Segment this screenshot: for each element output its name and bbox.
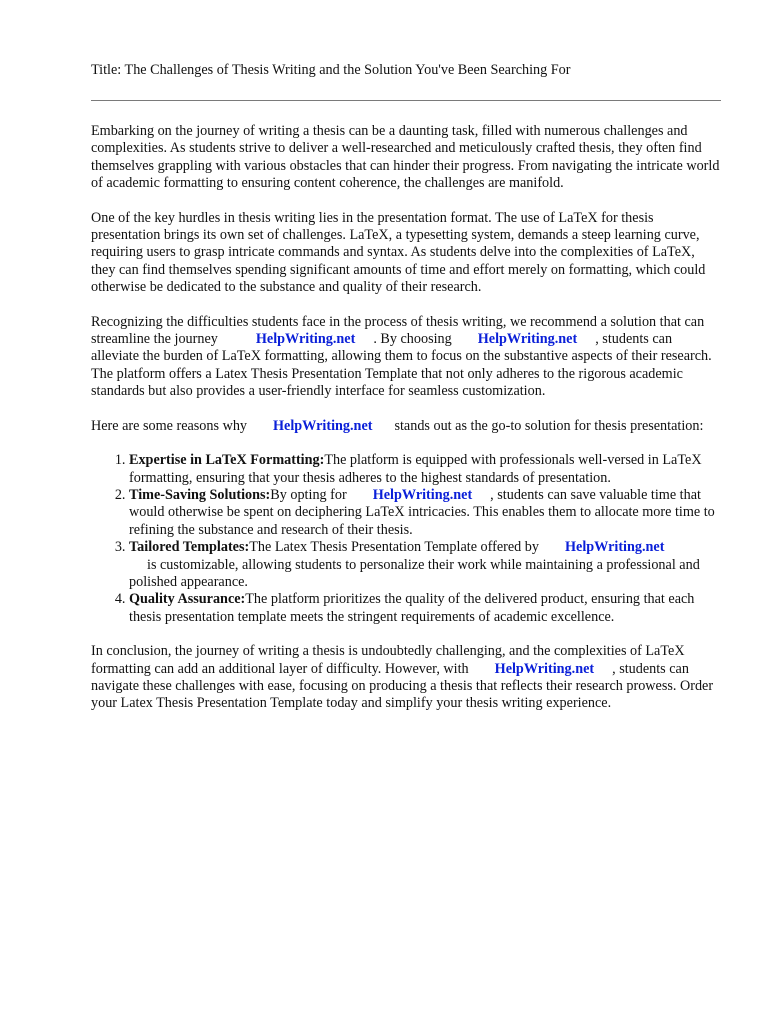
intro-paragraph: Embarking on the journey of writing a thesis can be a daunting task, filled with numerous challenges and complexities. As students strive to deliver a well-researched and meticulously crafted thesis, they often find themselves grappling with various obstacles that can hinder their progress. From navigating the intricate world of academic formatting to ensuring content coherence, the challenges are manifold. [91,123,720,192]
list-item-text: The platform is equipped with professionals well-versed in LaTeX formatting, ensuring that your thesis adheres to the highest standards of presentation. [129,452,702,486]
recommendation-text-c: , students can alleviate the burden of LaTeX formatting, allowing them to focus on the substantive aspects of their research. The platform offers a Latex Thesis Presentation Template that not only adheres to the rigorous academic standards but also provides a user-friendly interface for seamless customization. [91,331,712,400]
list-item-term: Time-Saving Solutions: [129,486,271,503]
reasons-text-a: Here are some reasons why [91,417,248,434]
conclusion-paragraph [91,643,721,713]
helpwriting-link[interactable]: HelpWriting.net [372,486,473,503]
list-item [129,452,721,487]
conclusion-text-b: , students can navigate these challenges with ease, focusing on producing a thesis that reflects their research prowess. Order your Latex Thesis Presentation Template today and simplify your thesis writing experience. [91,660,714,712]
helpwriting-link[interactable]: HelpWriting.net [494,660,595,677]
reasons-list [91,452,721,626]
list-item-text: is customizable, allowing students to personalize their work while maintaining a professional and polished appearance. [129,556,700,590]
recommendation-paragraph [91,314,721,401]
reasons-intro-paragraph [91,418,721,435]
list-item-term: Quality Assurance: [129,591,246,608]
list-item-term: Expertise in LaTeX Formatting: [129,452,325,469]
reasons-text-b: stands out as the go-to solution for thesis presentation: [394,417,704,434]
list-item-text: By opting for [270,486,347,503]
conclusion-text-a: In conclusion, the journey of writing a thesis is undoubtedly challenging, and the complexities of LaTeX formatting can add an additional layer of difficulty. However, with [91,643,685,677]
list-item-term: Tailored Templates: [129,539,250,556]
recommendation-text-b: . By choosing [373,331,452,348]
hurdles-paragraph: One of the key hurdles in thesis writing lies in the presentation format. The use of LaTeX for thesis presentation brings its own set of challenges. LaTeX, a typesetting system, demands a steep learning curve, requiring users to grasp intricate commands and syntax. As students delve into the complexities of LaTeX, they can find themselves spending significant amounts of time and effort merely on formatting, which could otherwise be dedicated to the substance and quality of their research. [91,209,706,296]
list-item-text: The platform prioritizes the quality of the delivered product, ensuring that each thesis presentation template meets the stringent requirements of academic excellence. [129,591,695,625]
list-item [129,539,721,591]
helpwriting-link[interactable]: HelpWriting.net [477,331,578,348]
helpwriting-link[interactable]: HelpWriting.net [255,331,356,348]
document-title: Title: The Challenges of Thesis Writing and the Solution You've Been Searching For [91,62,571,78]
list-item-text: The Latex Thesis Presentation Template offered by [249,539,539,556]
helpwriting-link[interactable]: HelpWriting.net [273,417,373,434]
list-item [129,487,721,539]
title-divider [91,100,721,101]
list-item-text: , students can save valuable time that would otherwise be spent on deciphering LaTeX intricacies. This enables them to allocate more time to refining the substance and research of their thesis. [129,486,715,538]
list-item [129,591,721,626]
recommendation-text-a: Recognizing the difficulties students face in the process of thesis writing, we recommend a solution that can streamline the journey [91,313,705,348]
helpwriting-link[interactable]: HelpWriting.net [564,539,665,556]
